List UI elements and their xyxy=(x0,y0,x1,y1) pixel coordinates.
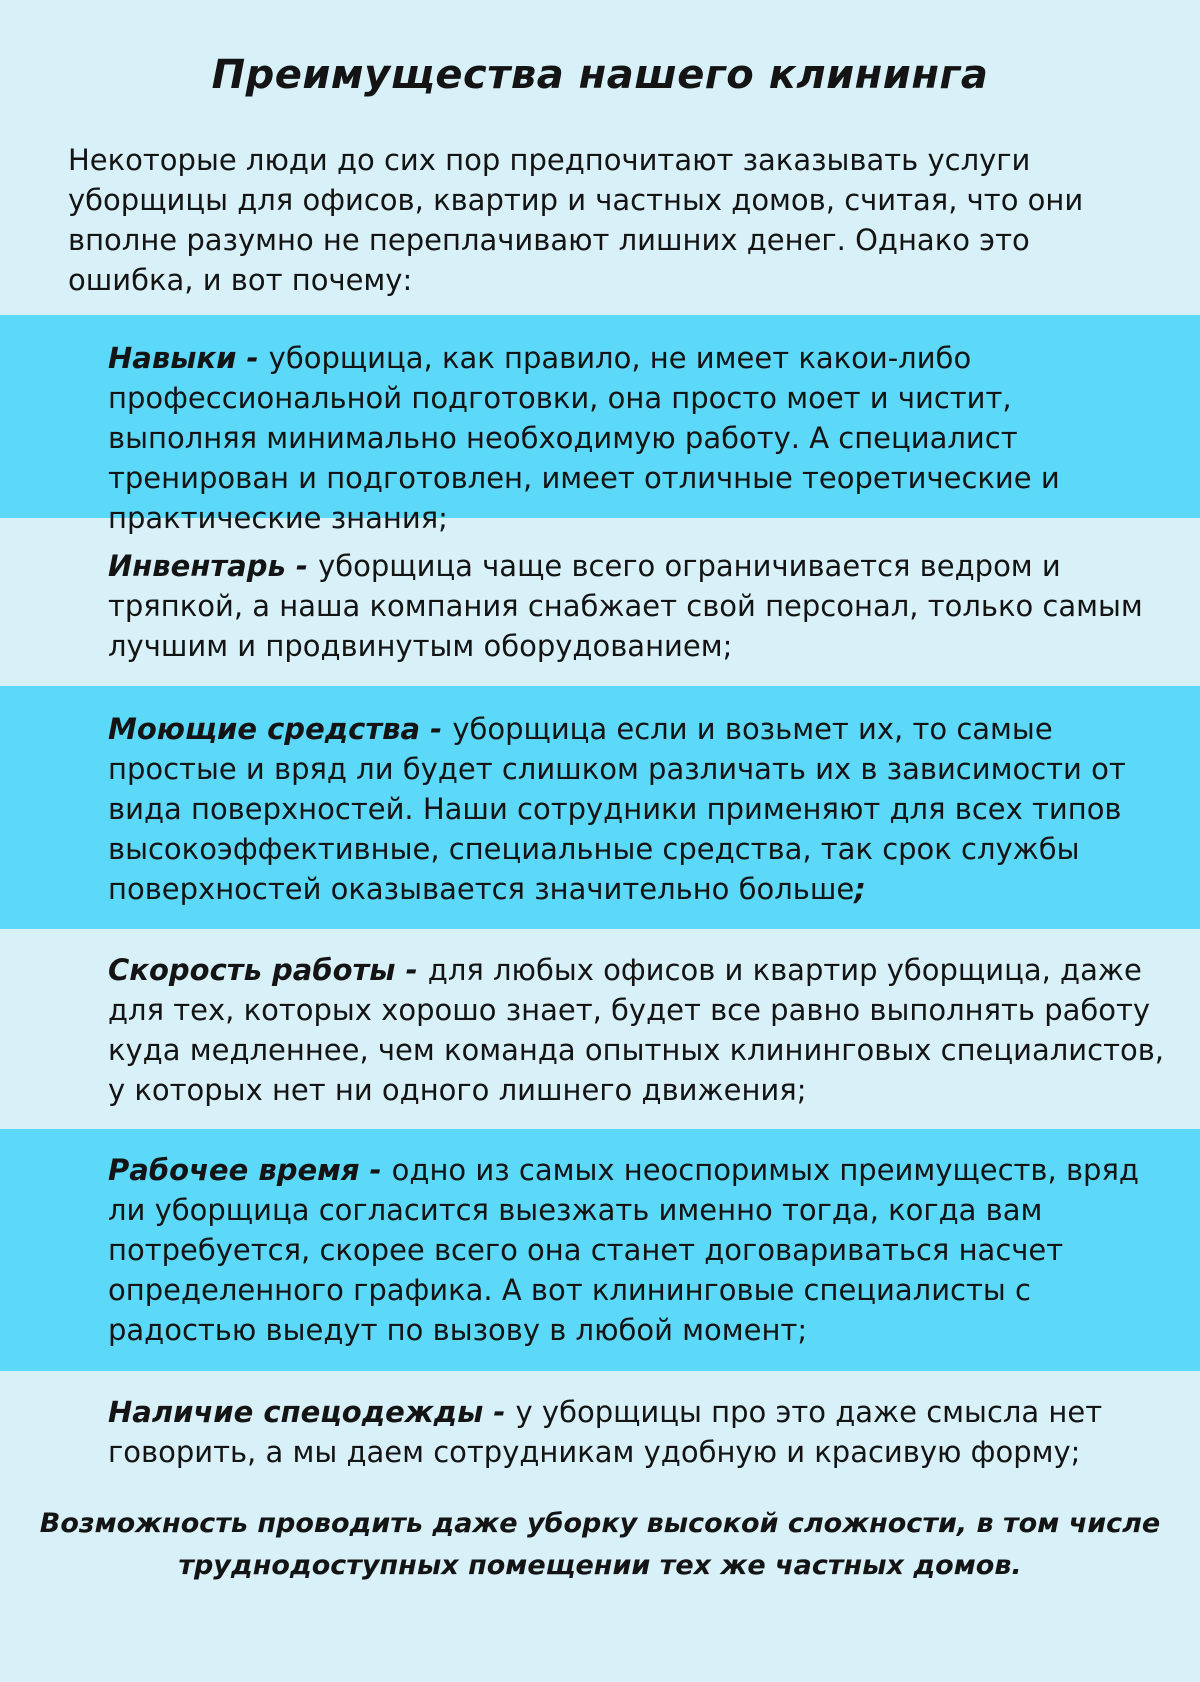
benefit-term: Моющие средства - xyxy=(108,712,453,746)
benefit-text: у уборщицы про это даже смысла нет говорить, а мы даем сотрудникам удобную и красивую форму; xyxy=(108,1395,1103,1469)
benefit-uniform xyxy=(108,1392,1168,1472)
benefit-end-mark: ; xyxy=(854,872,866,906)
benefit-term: Навыки - xyxy=(108,341,269,375)
benefit-detergents xyxy=(108,709,1168,909)
benefit-term: Скорость работы - xyxy=(108,953,428,987)
benefit-skills xyxy=(108,338,1168,538)
benefit-text: уборщица если и возьмет их, то самые простые и вряд ли будет слишком различать их в зависимости от вида поверхностей. Наши сотрудники применяют для всех типов высокоэффективные, специальные средства, так срок службы поверхностей оказывается значительно больше xyxy=(108,712,1126,906)
benefit-text: уборщица, как правило, не имеет какои-либо профессиональной подготовки, она просто моет и чистит, выполняя минимально необходимую работу. А специалист тренирован и подготовлен, имеет отличные теоретические и практические знания; xyxy=(108,341,1060,535)
benefit-text: для любых офисов и квартир уборщица, даже для тех, которых хорошо знает, будет все равно выполнять работу куда медленнее, чем команда опытных клининговых специалистов, у которых нет ни одного лишнего движения; xyxy=(108,953,1165,1107)
benefit-work-time xyxy=(108,1150,1168,1350)
benefit-inventory xyxy=(108,546,1168,666)
benefit-term: Инвентарь - xyxy=(108,549,319,583)
benefit-text: уборщица чаще всего ограничивается ведром и тряпкой, а наша компания снабжает свой персонал, только самым лучшим и продвинутым оборудованием; xyxy=(108,549,1143,663)
benefit-term: Рабочее время - xyxy=(108,1153,392,1187)
intro-paragraph: Некоторые люди до сих пор предпочитают заказывать услуги уборщицы для офисов, квартир и частных домов, считая, что они вполне разумно не переплачивают лишних денег. Однако это ошибка, и вот почему: xyxy=(68,143,1084,297)
benefit-text: одно из самых неоспоримых преимуществ, вряд ли уборщица согласится выезжать именно тогда, когда вам потребуется, скорее всего она станет договариваться насчет определенного графика. А вот клининговые специалисты с радостью выедут по вызову в любой момент; xyxy=(108,1153,1139,1347)
benefit-term: Наличие спецодежды - xyxy=(108,1395,516,1429)
page-title: Преимущества нашего клининга xyxy=(211,52,989,98)
benefit-speed xyxy=(108,950,1168,1110)
closing-statement: Возможность проводить даже уборку высокой сложности, в том числе труднодоступных помещении тех же частных домов. xyxy=(39,1508,1161,1581)
